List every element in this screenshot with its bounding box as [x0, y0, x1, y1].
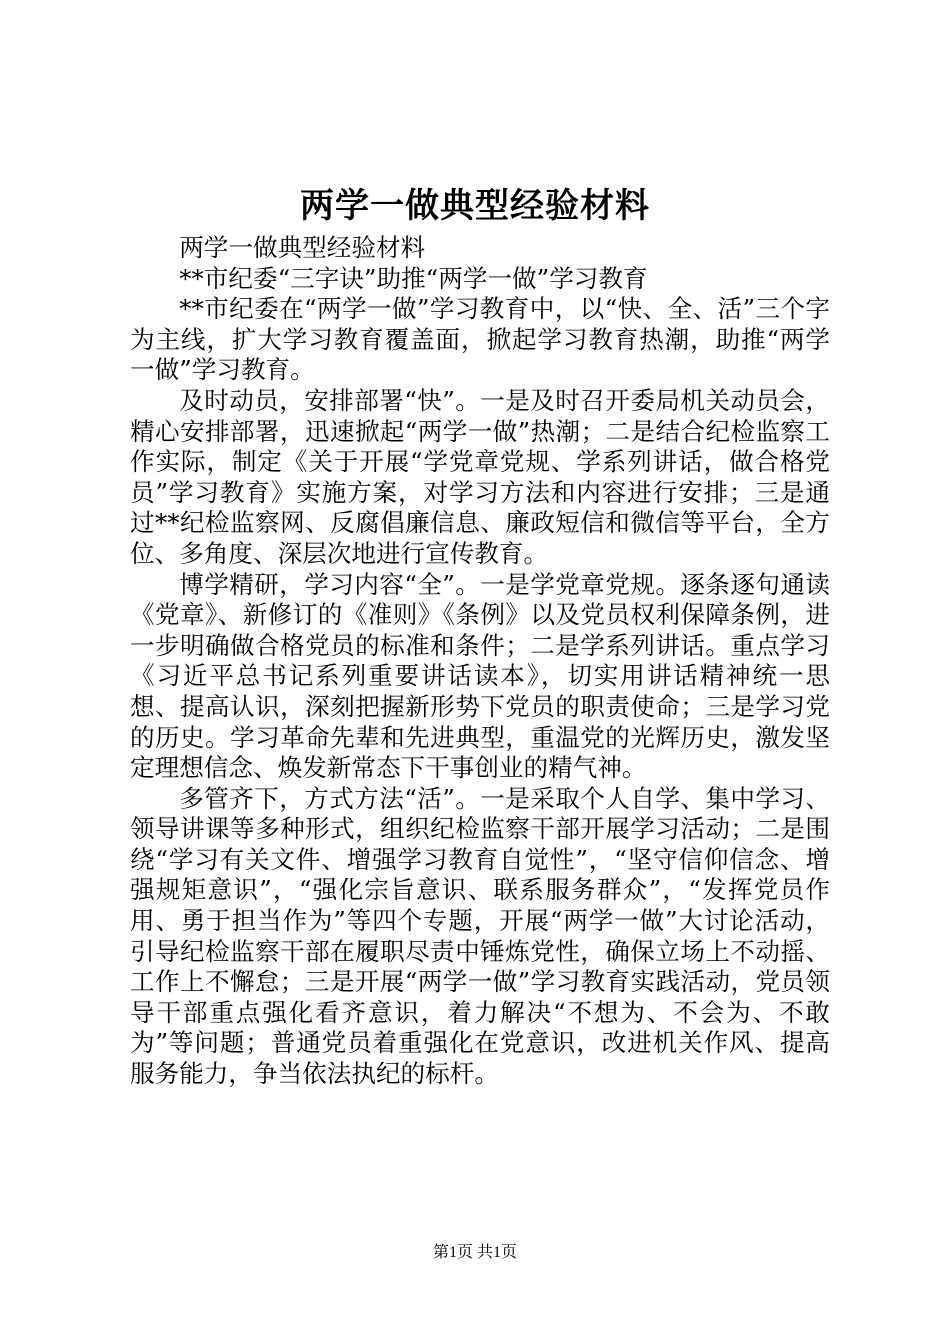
paragraph-study-methods: 多管齐下，方式方法“活”。一是采取个人自学、集中学习、领导讲课等多种形式，组织纪检监察干部开展学习活动；二是围绕“学习有关文件、增强学习教育自觉性”，“坚守信仰信念、增强规矩意识”，“强化宗旨意识、联系服务群众”，“发挥党员作用、勇于担当作为”等四个专题，开展“两学一做”大讨论活动，引导纪检监察干部在履职尽责中锤炼党性，确保立场上不动摇、工作上不懈怠；三是开展“两学一做”学习教育实践活动，党员领导干部重点强化看齐意识，着力解决“不想为、不会为、不敢为”等问题；普通党员着重强化在党意识，改进机关作风、提高服务能力，争当依法执纪的标杆。: [130, 783, 830, 1089]
paragraph-headline: **市纪委“三字诀”助推“两学一做”学习教育: [179, 263, 648, 293]
page-number-footer: 第1页 共1页: [432, 1244, 517, 1261]
paragraph-mobilize: 及时动员，安排部署“快”。一是及时召开委局机关动员会，精心安排部署，迅速掀起“两学一做”热潮；二是结合纪检监察工作实际，制定《关于开展“学党章党规、学系列讲话，做合格党员”学习教育》实施方案，对学习方法和内容进行安排；三是通过**纪检监察网、反腐倡廉信息、廉政短信和微信等平台，全方位、多角度、深层次地进行宣传教育。: [130, 385, 830, 568]
paragraph-intro: **市纪委在“两学一做”学习教育中，以“快、全、活”三个字为主线，扩大学习教育覆盖面，掀起学习教育热潮，助推“两学一做”学习教育。: [130, 294, 830, 385]
paragraph-subtitle: 两学一做典型经验材料: [179, 233, 426, 262]
document-title: 两学一做典型经验材料: [300, 186, 650, 226]
paragraph-study-content: 博学精研，学习内容“全”。一是学党章党规。逐条逐句通读《党章》、新修订的《准则》《条例》以及党员权利保障条例，进一步明确做合格党员的标准和条件；二是学系列讲话。重点学习《习近平总书记系列重要讲话读本》，切实用讲话精神统一思想、提高认识，深刻把握新形势下党员的职责使命；三是学习党的历史。学习革命先辈和先进典型，重温党的光辉历史，激发坚定理想信念、焕发新常态下干事创业的精气神。: [130, 569, 830, 783]
document-body: [130, 233, 830, 1090]
